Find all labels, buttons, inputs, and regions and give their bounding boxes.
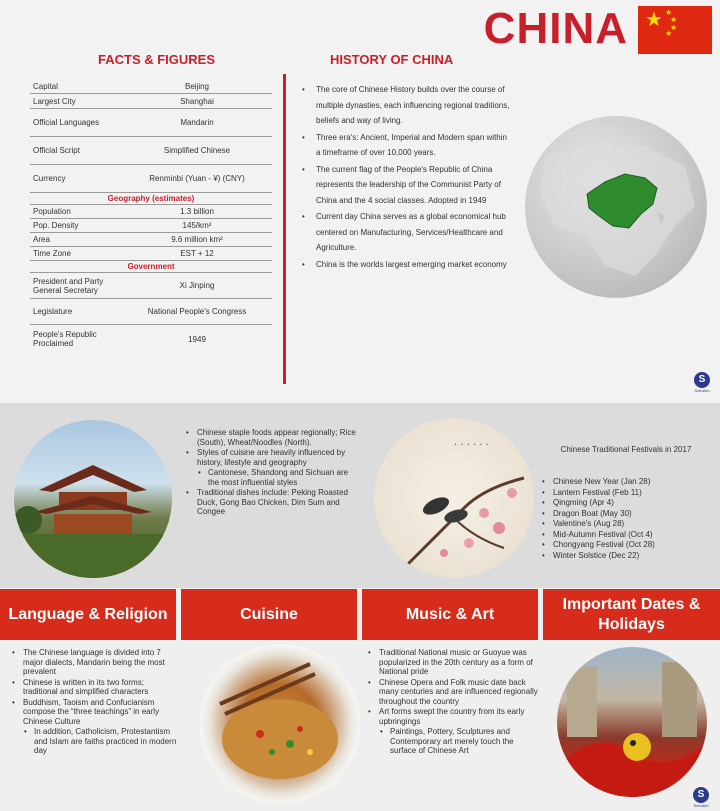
banner-language-religion: Language & Religion bbox=[0, 589, 176, 640]
list-item: • Qingming (Apr 4) bbox=[540, 498, 715, 508]
fact-value: 145/km² bbox=[182, 221, 212, 230]
fact-key: Pop. Density bbox=[33, 221, 79, 230]
banner-cuisine: Cuisine bbox=[181, 589, 357, 640]
temple-photo bbox=[14, 420, 172, 578]
list-item: • The current flag of the People's Republic of China represents the leadership of the Communist Party of China and the 4 social classes. Adopted in 1949 bbox=[300, 162, 512, 209]
banner-important-dates: Important Dates & Holidays bbox=[543, 589, 720, 640]
fact-value: Renminbi (Yuan - ¥) (CNY) bbox=[149, 174, 245, 183]
fact-key: People's Republic Proclaimed bbox=[33, 330, 97, 348]
fact-row-languages bbox=[30, 109, 272, 137]
fact-key: Largest City bbox=[33, 96, 76, 106]
fact-row-timezone bbox=[30, 247, 272, 261]
svg-text:· · · · · ·: · · · · · · bbox=[454, 440, 489, 451]
fact-value: Simplified Chinese bbox=[163, 146, 231, 155]
list-item: • Winter Solstice (Dec 22) bbox=[540, 551, 715, 561]
list-item: • China is the worlds largest emerging market economy bbox=[300, 257, 512, 273]
list-item: • Current day China serves as a global economical hub centered on Manufacturing, Services/Healthcare and Agriculture. bbox=[300, 209, 512, 256]
list-item: • Mid-Autumn Festival (Oct 4) bbox=[540, 530, 715, 540]
list-item: • Dragon Boat (May 30) bbox=[540, 509, 715, 519]
fact-key: President and Party General Secretary bbox=[33, 276, 104, 295]
logo-mark: S bbox=[694, 372, 710, 388]
fact-row-currency bbox=[30, 165, 272, 193]
list-item: • Art forms swept the country from its early upbringings bbox=[366, 707, 538, 726]
section-divider bbox=[283, 74, 286, 384]
list-item: • Traditional National music or Guoyue was popularized in the 20th century as a form of National pride bbox=[366, 648, 538, 677]
list-item: • Three era's: Ancient, Imperial and Modern span within a timeframe of over 10,000 years. bbox=[300, 130, 512, 161]
list-item: • Chongyang Festival (Oct 28) bbox=[540, 540, 715, 550]
festivals-title: Chinese Traditional Festivals in 2017 bbox=[560, 445, 692, 454]
fact-value: EST + 12 bbox=[180, 249, 214, 258]
logo-text: Schulich bbox=[694, 388, 710, 393]
fact-row-legislature bbox=[30, 299, 272, 325]
list-item: • The core of Chinese History builds over the course of multiple dynasties, each influencing regional traditions, beliefs and way of living. bbox=[300, 82, 512, 129]
fact-value: National People's Congress bbox=[147, 307, 247, 316]
list-item: • Chinese is written in its two forms; traditional and simplified characters bbox=[10, 678, 178, 697]
festivals-list bbox=[540, 477, 715, 561]
logo-text: Schulich bbox=[693, 803, 709, 808]
list-item: • Valentine's (Aug 28) bbox=[540, 519, 715, 529]
list-item: • Chinese New Year (Jan 28) bbox=[540, 477, 715, 487]
fact-value: Xi Jinping bbox=[179, 281, 215, 290]
facts-heading: FACTS & FIGURES bbox=[98, 52, 216, 67]
fact-key: Currency bbox=[33, 174, 66, 183]
facts-table bbox=[30, 80, 272, 353]
history-heading: HISTORY OF CHINA bbox=[330, 52, 454, 67]
fact-key: Area bbox=[33, 235, 50, 244]
fact-key: Population bbox=[33, 207, 71, 216]
schulich-logo bbox=[691, 372, 713, 398]
list-item: • In addition, Catholicism, Protestantism and Islam are faiths practiced in modern day bbox=[10, 727, 178, 756]
fact-value: 1.3 billion bbox=[180, 207, 214, 216]
geography-subheading: Geography (estimates) bbox=[30, 193, 272, 205]
fried-rice-photo bbox=[200, 644, 360, 804]
banner-music-art: Music & Art bbox=[362, 589, 538, 640]
page-title: CHINA bbox=[483, 4, 628, 53]
fact-row-area bbox=[30, 233, 272, 247]
list-item: • Traditional dishes include: Peking Roasted Duck, Gong Bao Chicken, Dim Sum and Congee bbox=[184, 488, 360, 517]
fact-row-largest-city bbox=[30, 94, 272, 109]
cuisine-notes-list bbox=[184, 428, 360, 518]
list-item: • Chinese staple foods appear regionally; Rice (South), Wheat/Noodles (North). bbox=[184, 428, 360, 447]
fact-row-president bbox=[30, 273, 272, 299]
dragon-festival-photo bbox=[557, 647, 707, 797]
fact-value: 1949 bbox=[188, 334, 206, 344]
list-item: • Styles of cuisine are heavily influenced by history, lifestyle and geography bbox=[184, 448, 360, 467]
government-subheading: Government bbox=[30, 261, 272, 273]
list-item: • Cantonese, Shandong and Sichuan are the most influential styles bbox=[184, 468, 360, 487]
list-item: • Chinese Opera and Folk music date back many centuries and are influenced regionally throughout the country bbox=[366, 678, 538, 707]
fact-key: Official Script bbox=[33, 146, 80, 155]
music-art-list bbox=[366, 648, 538, 757]
globe-map-image bbox=[525, 116, 707, 298]
fact-key: Official Languages bbox=[33, 118, 100, 127]
schulich-logo-bottom bbox=[690, 787, 712, 811]
logo-mark: S bbox=[693, 787, 709, 803]
fact-row-population bbox=[30, 205, 272, 219]
fact-row-capital bbox=[30, 80, 272, 94]
fact-key: Legislature bbox=[33, 307, 73, 316]
language-list bbox=[10, 648, 178, 757]
fact-key: Time Zone bbox=[33, 249, 71, 258]
fact-value: Beijing bbox=[184, 82, 209, 91]
bird-painting-image bbox=[374, 418, 534, 578]
fact-value: Shanghai bbox=[180, 96, 214, 106]
fact-value: 9.6 million km² bbox=[171, 235, 223, 244]
fact-row-proclaimed bbox=[30, 325, 272, 353]
fact-row-density bbox=[30, 219, 272, 233]
list-item: • Lantern Festival (Feb 11) bbox=[540, 488, 715, 498]
china-flag-icon: ★ ★ ★ ★ ★ bbox=[638, 6, 712, 54]
history-list bbox=[300, 82, 512, 273]
fact-value: Mandarin bbox=[180, 118, 214, 127]
fact-row-script bbox=[30, 137, 272, 165]
fact-key: Capital bbox=[33, 82, 58, 91]
list-item: • Paintings, Pottery, Sculptures and Contemporary art merely touch the surface of Chinese Art bbox=[366, 727, 538, 756]
list-item: • The Chinese language is divided into 7 major dialects, Mandarin being the most prevalent bbox=[10, 648, 178, 677]
list-item: • Buddhism, Taoism and Confucianism compose the “three teachings” in early Chinese Culture bbox=[10, 698, 178, 727]
